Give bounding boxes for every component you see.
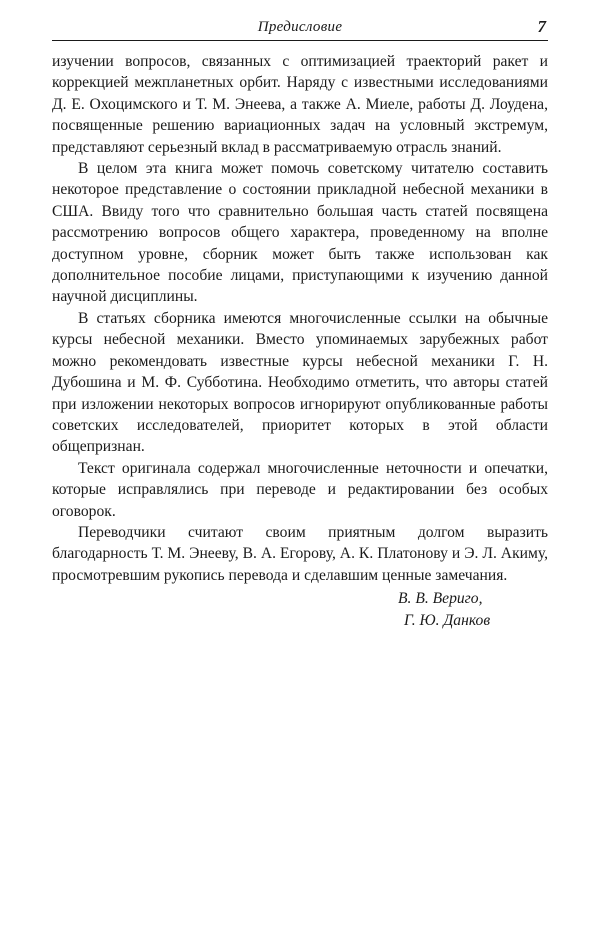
body-text [52,51,548,586]
paragraph: В статьях сборника имеются многочисленные ссылки на обычные курсы небесной механики. Вместо упоминаемых зарубежных работ можно рекомендовать известные курсы небесной механики Г. Н. Дубошина и М. Ф. Субботина. Необходимо отметить, что авторы статей при изложении некоторых вопросов игнорируют опубликованные работы советских исследователей, приоритет которых в этой области общепризнан. [52,309,548,456]
running-head [52,14,548,41]
paragraph: Текст оригинала содержал многочисленные неточности и опечатки, которые исправлялись при переводе и редактировании без особых оговорок. [52,459,548,520]
signatures [52,588,548,631]
running-title: Предисловие [257,19,343,35]
signature-line: Г. Ю. Данков [404,611,491,629]
page-number: 7 [537,17,546,36]
paragraph: В целом эта книга может помочь советскому читателю составить некоторое представление о состоянии прикладной небесной механики в США. Ввиду того что сравнительно большая часть статей посвящена рассмотрению вопросов общего характера, проведенному на вполне доступном уровне, сборник может быть также использован как дополнительное пособие лицами, приступающими к изучению данной научной дисциплины. [52,160,548,306]
page [52,14,548,631]
paragraph-continued: изучении вопросов, связанных с оптимизацией траекторий ракет и коррекцией межпланетных орбит. Наряду с известными исследованиями Д. Е. Охоцимского и Т. М. Энеева, а также А. Миеле, работы Д. Лоудена, посвященные решению вариационных задач на условный экстремум, представляют серьезный вклад в рассматриваемую отрасль знаний. [52,53,548,156]
paragraph: Переводчики считают своим приятным долгом выразить благодарность Т. М. Энееву, В. А. Егорову, А. К. Платонову и Э. Л. Акиму, просмотревшим рукопись перевода и сделавшим ценные замечания. [52,523,548,584]
signature-line: В. В. Вериго, [398,590,483,608]
